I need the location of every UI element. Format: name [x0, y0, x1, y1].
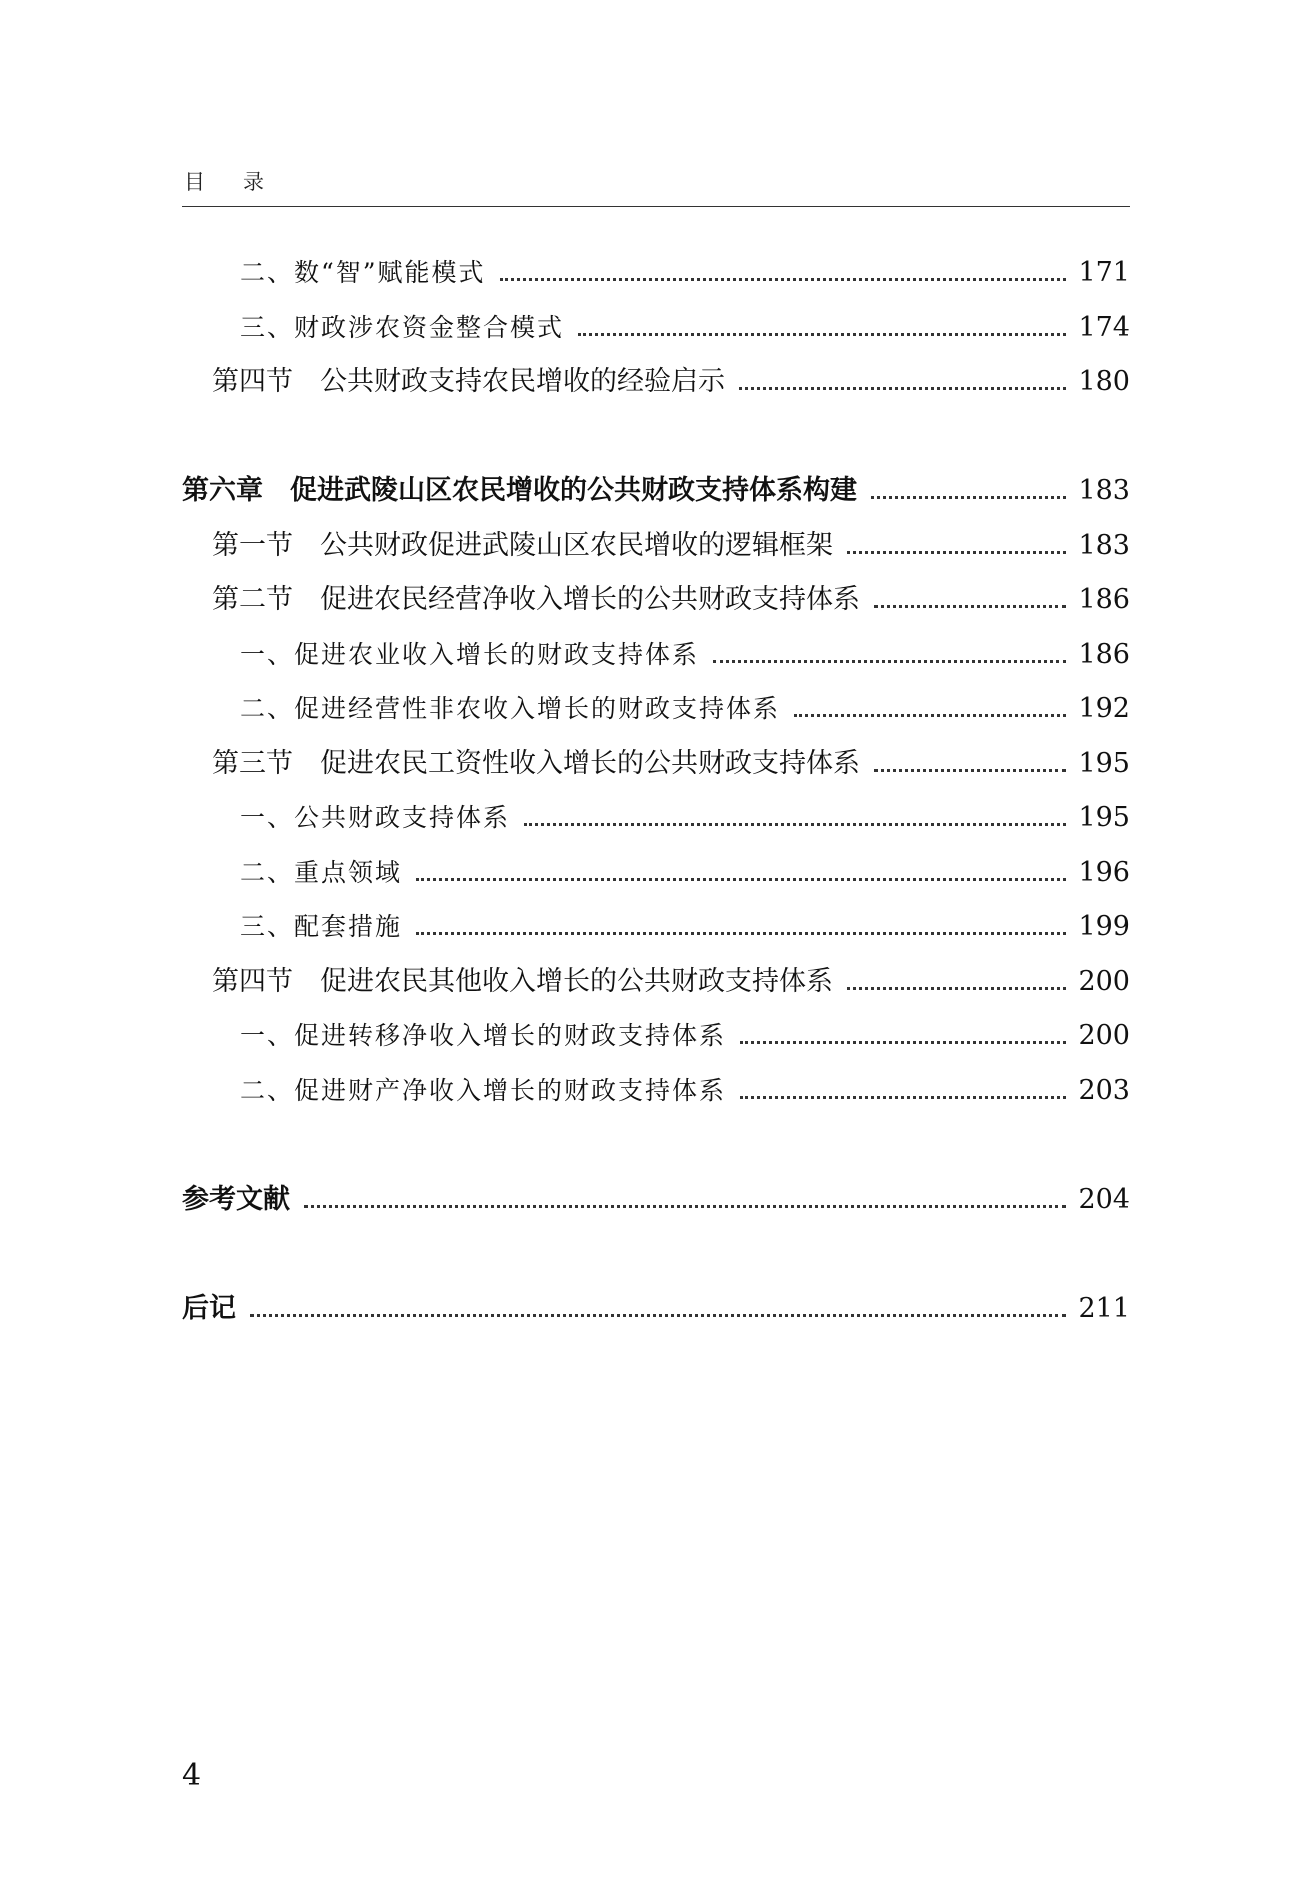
- dot-leader: [416, 878, 1066, 881]
- toc-entry-label: 参考文献: [182, 1184, 290, 1215]
- toc-entry[interactable]: [182, 686, 1130, 726]
- toc-entry[interactable]: [182, 523, 1130, 563]
- toc-entry[interactable]: [182, 359, 1130, 399]
- toc-entry-label: 第六章 促进武陵山区农民增收的公共财政支持体系构建: [182, 475, 857, 506]
- page-number: 4: [182, 1758, 202, 1793]
- toc-entry-page: 203: [1078, 1075, 1130, 1106]
- toc-entry-page: 199: [1078, 911, 1130, 942]
- toc-entry[interactable]: [182, 741, 1130, 781]
- toc-entry-label: 二、促进财产净收入增长的财政支持体系: [240, 1076, 727, 1105]
- toc-entry-page: 195: [1078, 748, 1130, 779]
- toc-entry-page: 196: [1078, 857, 1130, 888]
- toc-entry-page: 204: [1078, 1184, 1130, 1215]
- toc-entry[interactable]: [182, 250, 1130, 290]
- toc-entry-label: 三、财政涉农资金整合模式: [240, 313, 565, 342]
- toc-entry[interactable]: [182, 1068, 1130, 1108]
- dot-leader: [739, 387, 1066, 390]
- dot-leader: [740, 1041, 1066, 1044]
- toc-entry[interactable]: [182, 577, 1130, 617]
- toc-entry[interactable]: [182, 468, 1130, 508]
- toc-entry-page: 183: [1078, 530, 1130, 561]
- toc-entry-page: 174: [1078, 312, 1130, 343]
- toc-entry-page: 211: [1078, 1293, 1130, 1324]
- page-header: [182, 160, 1130, 207]
- toc-entry-label: 二、数“智”赋能模式: [240, 258, 486, 287]
- toc-entry-page: 200: [1078, 966, 1130, 997]
- toc-entry-page: 186: [1078, 639, 1130, 670]
- dot-leader: [500, 278, 1067, 281]
- toc-entry[interactable]: [182, 904, 1130, 944]
- toc-entry[interactable]: [182, 1177, 1130, 1217]
- toc-entry-label: 第三节 促进农民工资性收入增长的公共财政支持体系: [212, 748, 860, 779]
- toc-entry-label: 一、促进农业收入增长的财政支持体系: [240, 640, 700, 669]
- toc-entry[interactable]: [182, 305, 1130, 345]
- toc-entry-label: 第四节 促进农民其他收入增长的公共财政支持体系: [212, 966, 833, 997]
- dot-leader: [874, 769, 1066, 772]
- toc-entry[interactable]: [182, 1286, 1130, 1326]
- toc-entry-label: 第一节 公共财政促进武陵山区农民增收的逻辑框架: [212, 530, 833, 561]
- toc-entry-page: 180: [1078, 366, 1130, 397]
- header-title: 目录: [184, 170, 302, 194]
- toc-entry-page: 183: [1078, 475, 1130, 506]
- toc-entry[interactable]: [182, 1013, 1130, 1053]
- toc-entry-label: 三、配套措施: [240, 912, 403, 941]
- dot-leader: [578, 333, 1066, 336]
- dot-leader: [847, 987, 1066, 990]
- toc-entry[interactable]: [182, 959, 1130, 999]
- dot-leader: [847, 551, 1066, 554]
- toc-entry-page: 200: [1078, 1020, 1130, 1051]
- toc-entry-label: 第二节 促进农民经营净收入增长的公共财政支持体系: [212, 584, 860, 615]
- dot-leader: [250, 1314, 1066, 1317]
- dot-leader: [794, 714, 1066, 717]
- dot-leader: [713, 660, 1066, 663]
- dot-leader: [416, 932, 1066, 935]
- dot-leader: [524, 823, 1066, 826]
- dot-leader: [874, 605, 1066, 608]
- toc-entry-label: 二、重点领域: [240, 858, 403, 887]
- toc-entry-label: 后记: [182, 1293, 236, 1324]
- toc-entry-label: 一、促进转移净收入增长的财政支持体系: [240, 1021, 727, 1050]
- dot-leader: [740, 1096, 1066, 1099]
- dot-leader: [871, 496, 1066, 499]
- toc-entry[interactable]: [182, 795, 1130, 835]
- toc-entry-label: 第四节 公共财政支持农民增收的经验启示: [212, 366, 725, 397]
- toc-entry-page: 192: [1078, 693, 1130, 724]
- dot-leader: [304, 1205, 1066, 1208]
- toc-entry-page: 171: [1078, 257, 1130, 288]
- toc-entry[interactable]: [182, 850, 1130, 890]
- toc-entry[interactable]: [182, 632, 1130, 672]
- toc-entry-label: 一、公共财政支持体系: [240, 803, 511, 832]
- toc-entry-page: 186: [1078, 584, 1130, 615]
- toc-entry-label: 二、促进经营性非农收入增长的财政支持体系: [240, 694, 781, 723]
- toc-entry-page: 195: [1078, 802, 1130, 833]
